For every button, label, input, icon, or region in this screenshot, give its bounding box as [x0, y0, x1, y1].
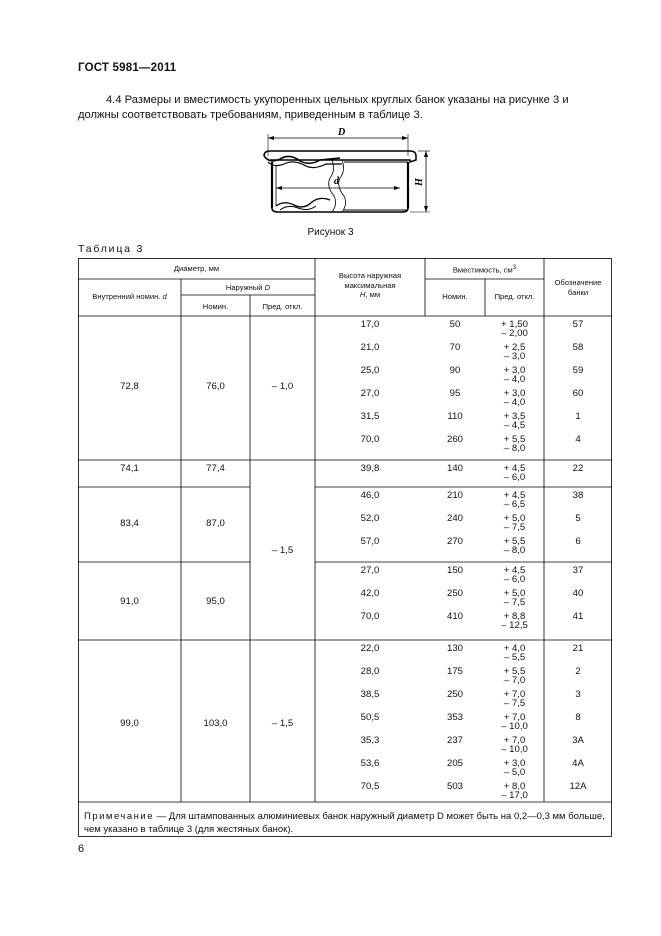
row-height: 27,0	[360, 565, 380, 576]
row-dev-plus: + 5,0	[503, 513, 526, 524]
row-capacity: 237	[446, 735, 463, 746]
group-outer-nom: 76,0	[206, 381, 225, 392]
row-capacity: 270	[446, 536, 463, 547]
row-designation: 40	[572, 588, 584, 599]
row-dev-minus: – 5,0	[503, 767, 526, 778]
row-dev-minus: – 4,5	[503, 420, 526, 431]
row-height: 70,0	[360, 434, 380, 445]
note-label: Примечание	[84, 811, 154, 822]
header-diameter: Диаметр, мм	[173, 264, 220, 273]
row-designation: 21	[572, 643, 584, 654]
header-designation: Обозначение банки	[554, 278, 602, 297]
row-height: 57,0	[360, 536, 380, 547]
note-text: — Для штампованных алюминиевых банок наружный диаметр D может быть на 0,2—0,3 мм больше, чем указано в таблице 3 (для жестяных банок).	[84, 811, 605, 835]
group-outer-nom: 77,4	[206, 463, 225, 474]
row-designation: 12А	[569, 781, 587, 792]
row-dev-minus: – 7,5	[503, 522, 526, 533]
document-header: ГОСТ 5981—2011	[78, 62, 177, 74]
row-designation: 1	[575, 411, 581, 422]
row-dev-minus: – 7,0	[503, 675, 526, 686]
row-capacity: 50	[449, 319, 461, 330]
label-d: d	[334, 176, 339, 187]
paragraph-text: 4.4 Размеры и вместимость укупоренных цельных круглых банок указаны на рисунке 3 и должны соответствовать требованиям, приведенным в таблице 3.	[78, 94, 569, 121]
row-capacity: 90	[449, 365, 461, 376]
row-designation: 57	[572, 319, 584, 330]
row-capacity: 175	[446, 666, 463, 677]
row-dev-plus: + 5,5	[503, 536, 526, 547]
group-outer-dev: – 1,0	[271, 381, 294, 392]
row-dev-plus: + 4,0	[503, 643, 526, 654]
header-outer-dev: Пред. откл.	[262, 302, 303, 311]
row-height: 28,0	[360, 666, 380, 677]
row-height: 35,3	[360, 735, 380, 746]
table-caption: Таблица 3	[78, 243, 145, 255]
section-paragraph	[78, 93, 612, 122]
row-dev-plus: + 5,5	[503, 666, 526, 677]
row-dev-plus: + 4,5	[503, 565, 526, 576]
row-designation: 58	[572, 342, 584, 353]
figure-caption: Рисунок 3	[307, 227, 354, 238]
row-dev-plus: + 3,0	[503, 365, 526, 376]
row-height: 42,0	[360, 588, 380, 599]
label-H: H	[414, 178, 425, 186]
row-height: 25,0	[360, 365, 380, 376]
row-capacity: 250	[446, 588, 463, 599]
row-designation: 2	[575, 666, 581, 677]
row-capacity: 240	[446, 513, 463, 524]
row-dev-plus: + 7,0	[503, 689, 526, 700]
row-dev-minus: – 8,0	[503, 545, 526, 556]
row-dev-minus: – 2,00	[501, 328, 528, 339]
row-capacity: 205	[446, 758, 463, 769]
row-dev-minus: – 4,0	[503, 374, 526, 385]
row-height: 38,5	[360, 689, 380, 700]
group-inner: 91,0	[120, 596, 139, 607]
header-capacity: Вместимость, $см^3$	[452, 265, 517, 275]
label-D: D	[338, 127, 346, 138]
row-dev-minus: – 8,0	[503, 443, 526, 454]
row-designation: 59	[572, 365, 584, 376]
group-outer-nom: 87,0	[206, 518, 225, 529]
row-dev-minus: – 10,0	[501, 744, 528, 755]
row-dev-minus: – 12,5	[501, 620, 528, 631]
row-capacity: 210	[446, 490, 463, 501]
row-dev-plus: + 3,0	[503, 388, 526, 399]
group-outer-nom: 95,0	[206, 596, 225, 607]
row-height: 70,0	[360, 611, 380, 622]
row-dev-plus: + 3,5	[503, 411, 526, 422]
table-note	[84, 810, 608, 836]
header-height: Высота наружная максимальная H, мм	[338, 271, 402, 299]
group-outer-dev: – 1,5	[271, 545, 294, 556]
row-capacity: 140	[446, 463, 463, 474]
row-designation: 3	[575, 689, 581, 700]
row-designation: 41	[572, 611, 584, 622]
row-designation: 8	[575, 712, 581, 723]
group-outer-dev: – 1,5	[271, 718, 294, 729]
row-dev-minus: – 7,5	[503, 597, 526, 608]
row-dev-plus: + 5,0	[503, 588, 526, 599]
row-capacity: 70	[449, 342, 461, 353]
row-capacity: 503	[446, 781, 463, 792]
row-dev-plus: + 7,0	[503, 735, 526, 746]
row-dev-minus: – 5,5	[503, 652, 526, 663]
row-dev-plus: + 7,0	[503, 712, 526, 723]
row-capacity: 110	[447, 411, 463, 422]
row-dev-plus: + 1,50	[501, 319, 528, 330]
row-height: 53,6	[360, 758, 380, 769]
row-designation: 4	[575, 434, 581, 445]
row-dev-plus: + 2,5	[503, 342, 526, 353]
row-designation: 60	[572, 388, 584, 399]
row-height: 39,8	[360, 463, 380, 474]
group-inner: 99,0	[120, 718, 139, 729]
row-capacity: 410	[446, 611, 463, 622]
row-height: 31,5	[360, 411, 380, 422]
row-height: 50,5	[360, 712, 380, 723]
row-dev-plus: + 8,8	[503, 611, 526, 622]
row-dev-plus: + 5,5	[503, 434, 526, 445]
row-capacity: 353	[446, 712, 463, 723]
row-dev-minus: – 10,0	[501, 721, 528, 732]
row-dev-plus: + 3,0	[503, 758, 526, 769]
header-outer: Наружный D	[225, 283, 271, 292]
row-height: 17,0	[360, 319, 380, 330]
row-designation: 6	[575, 536, 581, 547]
row-dev-minus: – 6,5	[503, 499, 526, 510]
dimensions-table	[78, 258, 612, 838]
row-height: 22,0	[360, 643, 380, 654]
header-cap-dev: Пред. откл.	[494, 292, 535, 301]
can-drawing	[250, 126, 440, 226]
group-inner: 72,8	[120, 381, 139, 392]
row-dev-minus: – 4,0	[503, 397, 526, 408]
row-dev-minus: – 3,0	[503, 351, 526, 362]
row-dev-minus: – 6,0	[503, 472, 526, 483]
row-designation: 5	[575, 513, 581, 524]
row-capacity: 95	[449, 388, 461, 399]
row-height: 70,5	[360, 781, 380, 792]
row-designation: 22	[572, 463, 584, 474]
row-height: 46,0	[360, 490, 380, 501]
row-dev-plus: + 4,5	[503, 490, 526, 501]
header-inner: Внутренний номин. d	[92, 292, 167, 301]
row-dev-plus: + 8,0	[503, 781, 526, 792]
row-capacity: 150	[446, 565, 463, 576]
row-dev-plus: + 4,5	[503, 463, 526, 474]
row-designation: 3А	[572, 735, 584, 746]
row-capacity: 260	[446, 434, 463, 445]
row-designation: 4А	[572, 758, 584, 769]
row-height: 21,0	[360, 342, 380, 353]
row-capacity: 250	[446, 689, 463, 700]
header-outer-nom: Номин.	[202, 302, 229, 311]
row-dev-minus: – 7,5	[503, 698, 526, 709]
group-outer-nom: 103,0	[203, 718, 228, 729]
row-height: 27,0	[360, 388, 380, 399]
group-inner: 83,4	[120, 518, 139, 529]
header-cap-nom: Номин.	[442, 292, 468, 301]
row-designation: 37	[572, 565, 584, 576]
group-inner: 74,1	[120, 463, 139, 474]
row-height: 52,0	[360, 513, 380, 524]
row-dev-minus: – 6,0	[503, 574, 526, 585]
page-number: 6	[78, 843, 85, 855]
row-designation: 38	[572, 490, 584, 501]
row-capacity: 130	[446, 643, 463, 654]
row-dev-minus: – 17,0	[501, 790, 528, 801]
